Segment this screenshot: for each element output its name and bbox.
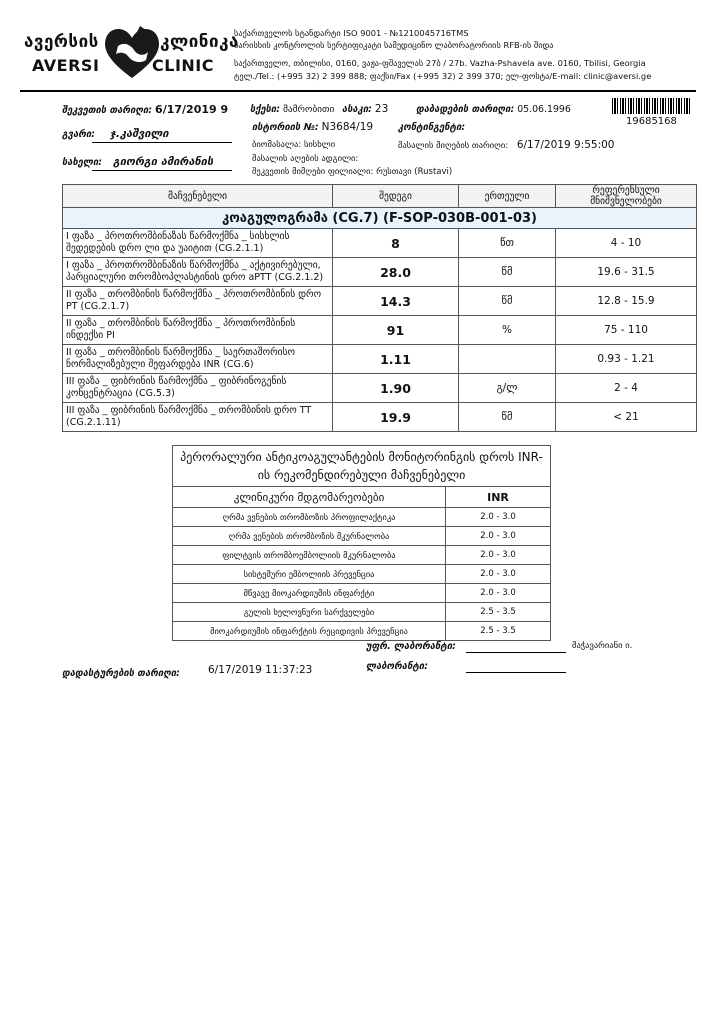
section-title: კოაგულოგრამა (CG.7) (F-SOP-030B-001-03) — [63, 208, 697, 229]
table-row — [63, 229, 697, 258]
sample-time-label: მასალის მიღების თარიღი: — [398, 141, 509, 151]
row-value: 8 — [333, 229, 459, 258]
inr-header-row — [173, 487, 551, 508]
table-row — [173, 527, 551, 546]
logo-clinic-en: CLINIC — [152, 56, 214, 75]
head-lab-label: უფრ. ლაბორანტი: — [366, 641, 456, 652]
sample-time-value: 6/17/2019 9:55:00 — [516, 139, 615, 151]
header-rfb-line: ხარისხის კონტროლის სერტიფიკატი სამედიცინო ლაბორატორიის RFB-ის შიდა — [234, 40, 554, 50]
sex-label: სქესი: — [250, 104, 280, 115]
row-value: 14.3 — [333, 287, 459, 316]
first-name — [62, 155, 213, 168]
inr-reference-table — [172, 445, 551, 641]
lab-tech-signature-line — [466, 672, 566, 673]
order-date — [62, 103, 228, 116]
inr-col-value: INR — [446, 487, 551, 508]
inr-condition: ფილტვის თრომბოემბოლიის მკურნალობა — [173, 546, 446, 565]
row-reference: 0.93 - 1.21 — [556, 345, 697, 374]
row-value: 91 — [333, 316, 459, 345]
row-unit: წმ — [459, 258, 556, 287]
surname-value: ჯ.კაშვილი — [110, 127, 169, 140]
inr-condition: მწვავე მიოკარდიუმის ინფარქტი — [173, 584, 446, 603]
inr-col-condition: კლინიკური მდგომარეობები — [173, 487, 446, 508]
inr-value: 2.0 - 3.0 — [446, 565, 551, 584]
head-lab-name: მაჭავარიანი ი. — [572, 641, 633, 651]
branch-label: შეკვეთის მიმღები ფილიალი: — [252, 167, 374, 177]
head-lab-signature-line — [466, 652, 566, 653]
material-value: სისხლი — [303, 140, 336, 150]
table-row — [173, 508, 551, 527]
col-reference: რეფერენსული მნიშვნელობები — [556, 185, 697, 208]
logo-name-ka: ავერსის — [24, 32, 99, 52]
age-value: 23 — [374, 103, 389, 115]
row-reference: 12.8 - 15.9 — [556, 287, 697, 316]
section-row — [63, 208, 697, 229]
inr-value: 2.5 - 3.5 — [446, 622, 551, 641]
surname-label: გვარი: — [62, 129, 96, 140]
name-underline — [92, 170, 232, 171]
lab-tech-label: ლაბორანტი: — [366, 661, 428, 672]
header-contacts: ტელ./Tel.: (+995 32) 2 399 888; ფაქსი/Fax (+995 32) 2 399 370; ელ-ფოსტა/E-mail: clinic@aversi.ge — [234, 71, 652, 81]
table-row — [63, 287, 697, 316]
dob-label: დაბადების თარიღი: — [416, 104, 515, 115]
material — [252, 140, 335, 150]
col-result: შედეგი — [333, 185, 459, 208]
history-value: N3684/19 — [321, 121, 374, 133]
table-row — [63, 345, 697, 374]
row-unit: წმ — [459, 287, 556, 316]
header-iso-line: საქართველოს სტანდარტი ISO 9001 - №1210045716TMS — [234, 28, 469, 38]
first-name-value: გიორგი ამირანის — [113, 155, 214, 168]
logo-clinic-ka: კლინიკა — [160, 32, 239, 52]
col-parameter: მაჩვენებელი — [63, 185, 333, 208]
row-reference: 2 - 4 — [556, 374, 697, 403]
row-value: 28.0 — [333, 258, 459, 287]
order-date-value: 6/17/2019 9 — [155, 103, 229, 116]
sample-place — [252, 154, 358, 164]
row-unit — [459, 345, 556, 374]
table-row — [63, 403, 697, 432]
branch — [252, 167, 452, 177]
sex — [250, 104, 334, 115]
row-parameter: III ფაზა _ ფიბრინის წარმოქმნა _ თრომბინის დრო TT (CG.2.1.11) — [63, 403, 333, 432]
table-row — [173, 546, 551, 565]
row-parameter: II ფაზა _ თრომბინის წარმოქმნა _ პროთრომბინის ინდექსი PI — [63, 316, 333, 345]
history-label: ისტორიის №: — [252, 122, 319, 133]
row-unit: % — [459, 316, 556, 345]
inr-condition: სისტემური ემბოლიის პრევენცია — [173, 565, 446, 584]
inr-value: 2.0 - 3.0 — [446, 546, 551, 565]
header-address: საქართველო, თბილისი, 0160, ვაჟა-ფშაველას 27ბ / 27b. Vazha-Pshavela ave. 0160, Tbilisi, Georgia — [234, 58, 646, 68]
inr-value: 2.0 - 3.0 — [446, 584, 551, 603]
table-row — [63, 374, 697, 403]
material-label: ბიომასალა: — [252, 140, 302, 150]
dob — [416, 104, 571, 115]
row-reference: 4 - 10 — [556, 229, 697, 258]
table-row — [173, 565, 551, 584]
row-reference: 75 - 110 — [556, 316, 697, 345]
row-unit: წთ — [459, 229, 556, 258]
heart-hand-icon — [100, 22, 164, 82]
table-row — [173, 622, 551, 641]
order-date-label: შეკვეთის თარიღი: — [62, 105, 153, 116]
table-row — [63, 316, 697, 345]
inr-table-title: პერორალური ანტიკოაგულანტების მონიტორინგის დროს INR-ის რეკომენდირებული მაჩვენებელი — [173, 446, 551, 487]
inr-condition: ღრმა ვენების თრომბოზის მკურნალობა — [173, 527, 446, 546]
logo-name-en: AVERSI — [32, 56, 100, 75]
validated-value: 6/17/2019 11:37:23 — [208, 664, 313, 676]
row-reference: 19.6 - 31.5 — [556, 258, 697, 287]
surname-underline — [92, 142, 232, 143]
contingent-label: კონტინგენტი: — [398, 122, 466, 133]
sample-time — [398, 139, 614, 151]
validated-label: დადასტურების თარიღი: — [62, 668, 180, 679]
inr-condition: მიოკარდიუმის ინფარქტის რეციდივის პრევენცია — [173, 622, 446, 641]
row-unit: გ/ლ — [459, 374, 556, 403]
inr-value: 2.0 - 3.0 — [446, 527, 551, 546]
inr-condition: გულის ხელოვნური სარქველები — [173, 603, 446, 622]
first-name-label: სახელი: — [62, 157, 103, 168]
branch-value: რუსთავი (Rustavi) — [376, 167, 453, 177]
results-table — [62, 184, 697, 432]
head-lab — [366, 641, 456, 652]
row-unit: წმ — [459, 403, 556, 432]
table-row — [63, 258, 697, 287]
results-header-row — [63, 185, 697, 208]
row-parameter: I ფაზა _ პროთრომბინაზას წარმოქმნა _ სისხლის შედედების დრო ლი და უაიტით (CG.2.1.1) — [63, 229, 333, 258]
barcode-number: 19685168 — [626, 116, 677, 127]
col-unit: ერთეული — [459, 185, 556, 208]
inr-value: 2.0 - 3.0 — [446, 508, 551, 527]
sample-place-label: მასალის აღების ადგილი: — [252, 154, 359, 164]
row-parameter: II ფაზა _ თრომბინის წარმოქმნა _ პროთრომბინის დრო PT (CG.2.1.7) — [63, 287, 333, 316]
inr-condition: ღრმა ვენების თრომბოზის პროფილაქტიკა — [173, 508, 446, 527]
dob-value: 05.06.1996 — [517, 104, 571, 115]
row-parameter: III ფაზა _ ფიბრინის წარმოქმნა _ ფიბრინოგენის კონცენტრაცია (CG.5.3) — [63, 374, 333, 403]
row-value: 1.11 — [333, 345, 459, 374]
inr-value: 2.5 - 3.5 — [446, 603, 551, 622]
lab-tech — [366, 661, 428, 672]
age — [342, 103, 388, 115]
row-value: 19.9 — [333, 403, 459, 432]
history-number — [252, 121, 373, 133]
contingent — [398, 122, 465, 133]
table-row — [173, 603, 551, 622]
header-divider — [20, 90, 696, 92]
validated-date — [62, 668, 180, 679]
barcode-icon — [612, 98, 690, 114]
age-label: ასაკი: — [342, 104, 372, 115]
table-row — [173, 584, 551, 603]
row-parameter: I ფაზა _ პროთრომბინაზის წარმოქმნა _ აქტივირებული, პარციალური თრომბოპლასტინის დრო aPTT (CG.2.1.2) — [63, 258, 333, 287]
surname — [62, 127, 169, 140]
sex-value: მამრობითი — [282, 104, 335, 115]
row-reference: < 21 — [556, 403, 697, 432]
row-parameter: II ფაზა _ თრომბინის წარმოქმნა _ საერთაშორისო ნორმალიზებული შეფარდება INR (CG.6) — [63, 345, 333, 374]
row-value: 1.90 — [333, 374, 459, 403]
